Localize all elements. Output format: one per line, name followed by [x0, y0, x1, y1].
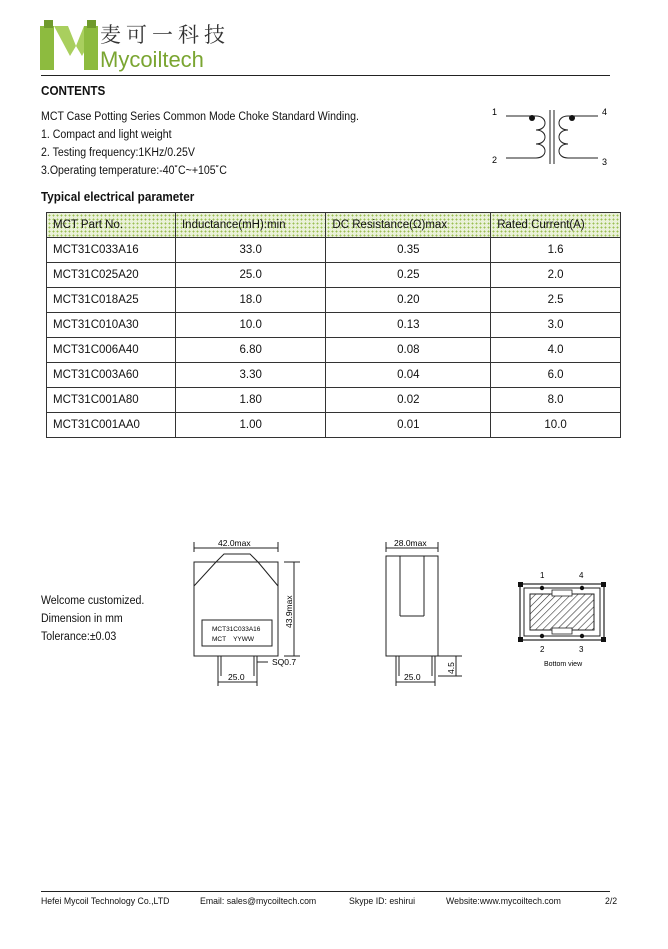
company-logo [40, 20, 100, 72]
footer-email[interactable]: Email: sales@mycoiltech.com [200, 896, 317, 907]
bottom-pin-label: 1 [540, 571, 545, 580]
label-date-code: MCT YYWW [212, 636, 255, 643]
parameter-table [46, 212, 621, 438]
value-cell: 3.30 [175, 363, 325, 388]
brand-name-chinese: 麦可一科技 [100, 23, 230, 47]
dim-height-label: 43.9max [284, 595, 294, 628]
note-line: Welcome customized. [41, 595, 145, 607]
contents-line: 2. Testing frequency:1KHz/0.25V [41, 147, 195, 159]
value-cell: 1.00 [175, 413, 325, 438]
part-number-cell: MCT31C010A30 [47, 313, 176, 338]
value-cell: 0.01 [326, 413, 491, 438]
value-cell: 0.20 [326, 288, 491, 313]
bottom-view-drawing [512, 568, 612, 672]
table-header-row [47, 213, 621, 238]
table-row [47, 288, 621, 313]
value-cell: 1.6 [491, 238, 621, 263]
part-number-cell: MCT31C003A60 [47, 363, 176, 388]
value-cell: 8.0 [491, 388, 621, 413]
value-cell: 2.5 [491, 288, 621, 313]
table-body [47, 238, 621, 438]
bottom-pin-label: 3 [579, 645, 584, 654]
dim-pin-pitch: 25.0 [404, 672, 421, 682]
part-number-cell: MCT31C001A80 [47, 388, 176, 413]
value-cell: 0.04 [326, 363, 491, 388]
dim-pin-square: SQ0.7 [272, 657, 297, 667]
footer-divider [41, 891, 610, 892]
table-row [47, 263, 621, 288]
part-number-cell: MCT31C025A20 [47, 263, 176, 288]
contents-line: 1. Compact and light weight [41, 129, 172, 141]
value-cell: 6.0 [491, 363, 621, 388]
table-row [47, 313, 621, 338]
col-header: DC Resistance(Ω)max [326, 213, 491, 238]
bottom-view-caption: Bottom view [544, 661, 583, 668]
header-divider [41, 75, 610, 76]
dim-pin-pitch: 25.0 [228, 672, 245, 682]
schematic-pin-label: 4 [602, 107, 608, 117]
table-row [47, 363, 621, 388]
value-cell: 6.80 [175, 338, 325, 363]
value-cell: 3.0 [491, 313, 621, 338]
footer-page-number: 2/2 [605, 896, 618, 907]
schematic-pin-label: 2 [492, 155, 498, 165]
value-cell: 0.25 [326, 263, 491, 288]
value-cell: 33.0 [175, 238, 325, 263]
dim-width-label: 28.0max [394, 538, 427, 548]
value-cell: 10.0 [491, 413, 621, 438]
footer-website[interactable]: Website:www.mycoiltech.com [446, 896, 561, 907]
contents-title: CONTENTS [41, 83, 106, 98]
footer-company: Hefei Mycoil Technology Co.,LTD [41, 896, 170, 907]
footer-skype: Skype ID: eshirui [349, 896, 416, 907]
contents-line: 3.Operating temperature:-40˚C~+105˚C [41, 165, 227, 177]
part-number-cell: MCT31C033A16 [47, 238, 176, 263]
label-part-no: MCT31C033A16 [212, 626, 261, 633]
table-row [47, 388, 621, 413]
schematic-pin-label: 3 [602, 157, 608, 167]
value-cell: 1.80 [175, 388, 325, 413]
note-line: Dimension in mm [41, 613, 123, 625]
params-title: Typical electrical parameter [41, 189, 195, 204]
value-cell: 4.0 [491, 338, 621, 363]
value-cell: 2.0 [491, 263, 621, 288]
part-number-cell: MCT31C006A40 [47, 338, 176, 363]
part-number-cell: MCT31C001AA0 [47, 413, 176, 438]
col-header: Rated Current(A) [491, 213, 621, 238]
dim-width-label: 42.0max [218, 538, 251, 548]
value-cell: 18.0 [175, 288, 325, 313]
bottom-pin-label: 2 [540, 645, 545, 654]
bottom-pin-label: 4 [579, 571, 584, 580]
value-cell: 0.08 [326, 338, 491, 363]
front-view-drawing [188, 536, 308, 692]
value-cell: 10.0 [175, 313, 325, 338]
table-row [47, 338, 621, 363]
value-cell: 0.35 [326, 238, 491, 263]
dim-pin-length: 4.5 [446, 662, 456, 674]
value-cell: 0.13 [326, 313, 491, 338]
col-header: MCT Part No. [47, 213, 176, 238]
table-row [47, 238, 621, 263]
winding-schematic [488, 100, 618, 175]
table-row [47, 413, 621, 438]
contents-line: MCT Case Potting Series Common Mode Choke Standard Winding. [41, 111, 359, 123]
side-view-drawing [378, 536, 468, 692]
part-number-cell: MCT31C018A25 [47, 288, 176, 313]
col-header: Inductance(mH):min [175, 213, 325, 238]
schematic-pin-label: 1 [492, 107, 498, 117]
note-line: Tolerance:±0.03 [41, 631, 117, 643]
value-cell: 0.02 [326, 388, 491, 413]
brand-name-english: Mycoiltech [100, 47, 204, 72]
value-cell: 25.0 [175, 263, 325, 288]
